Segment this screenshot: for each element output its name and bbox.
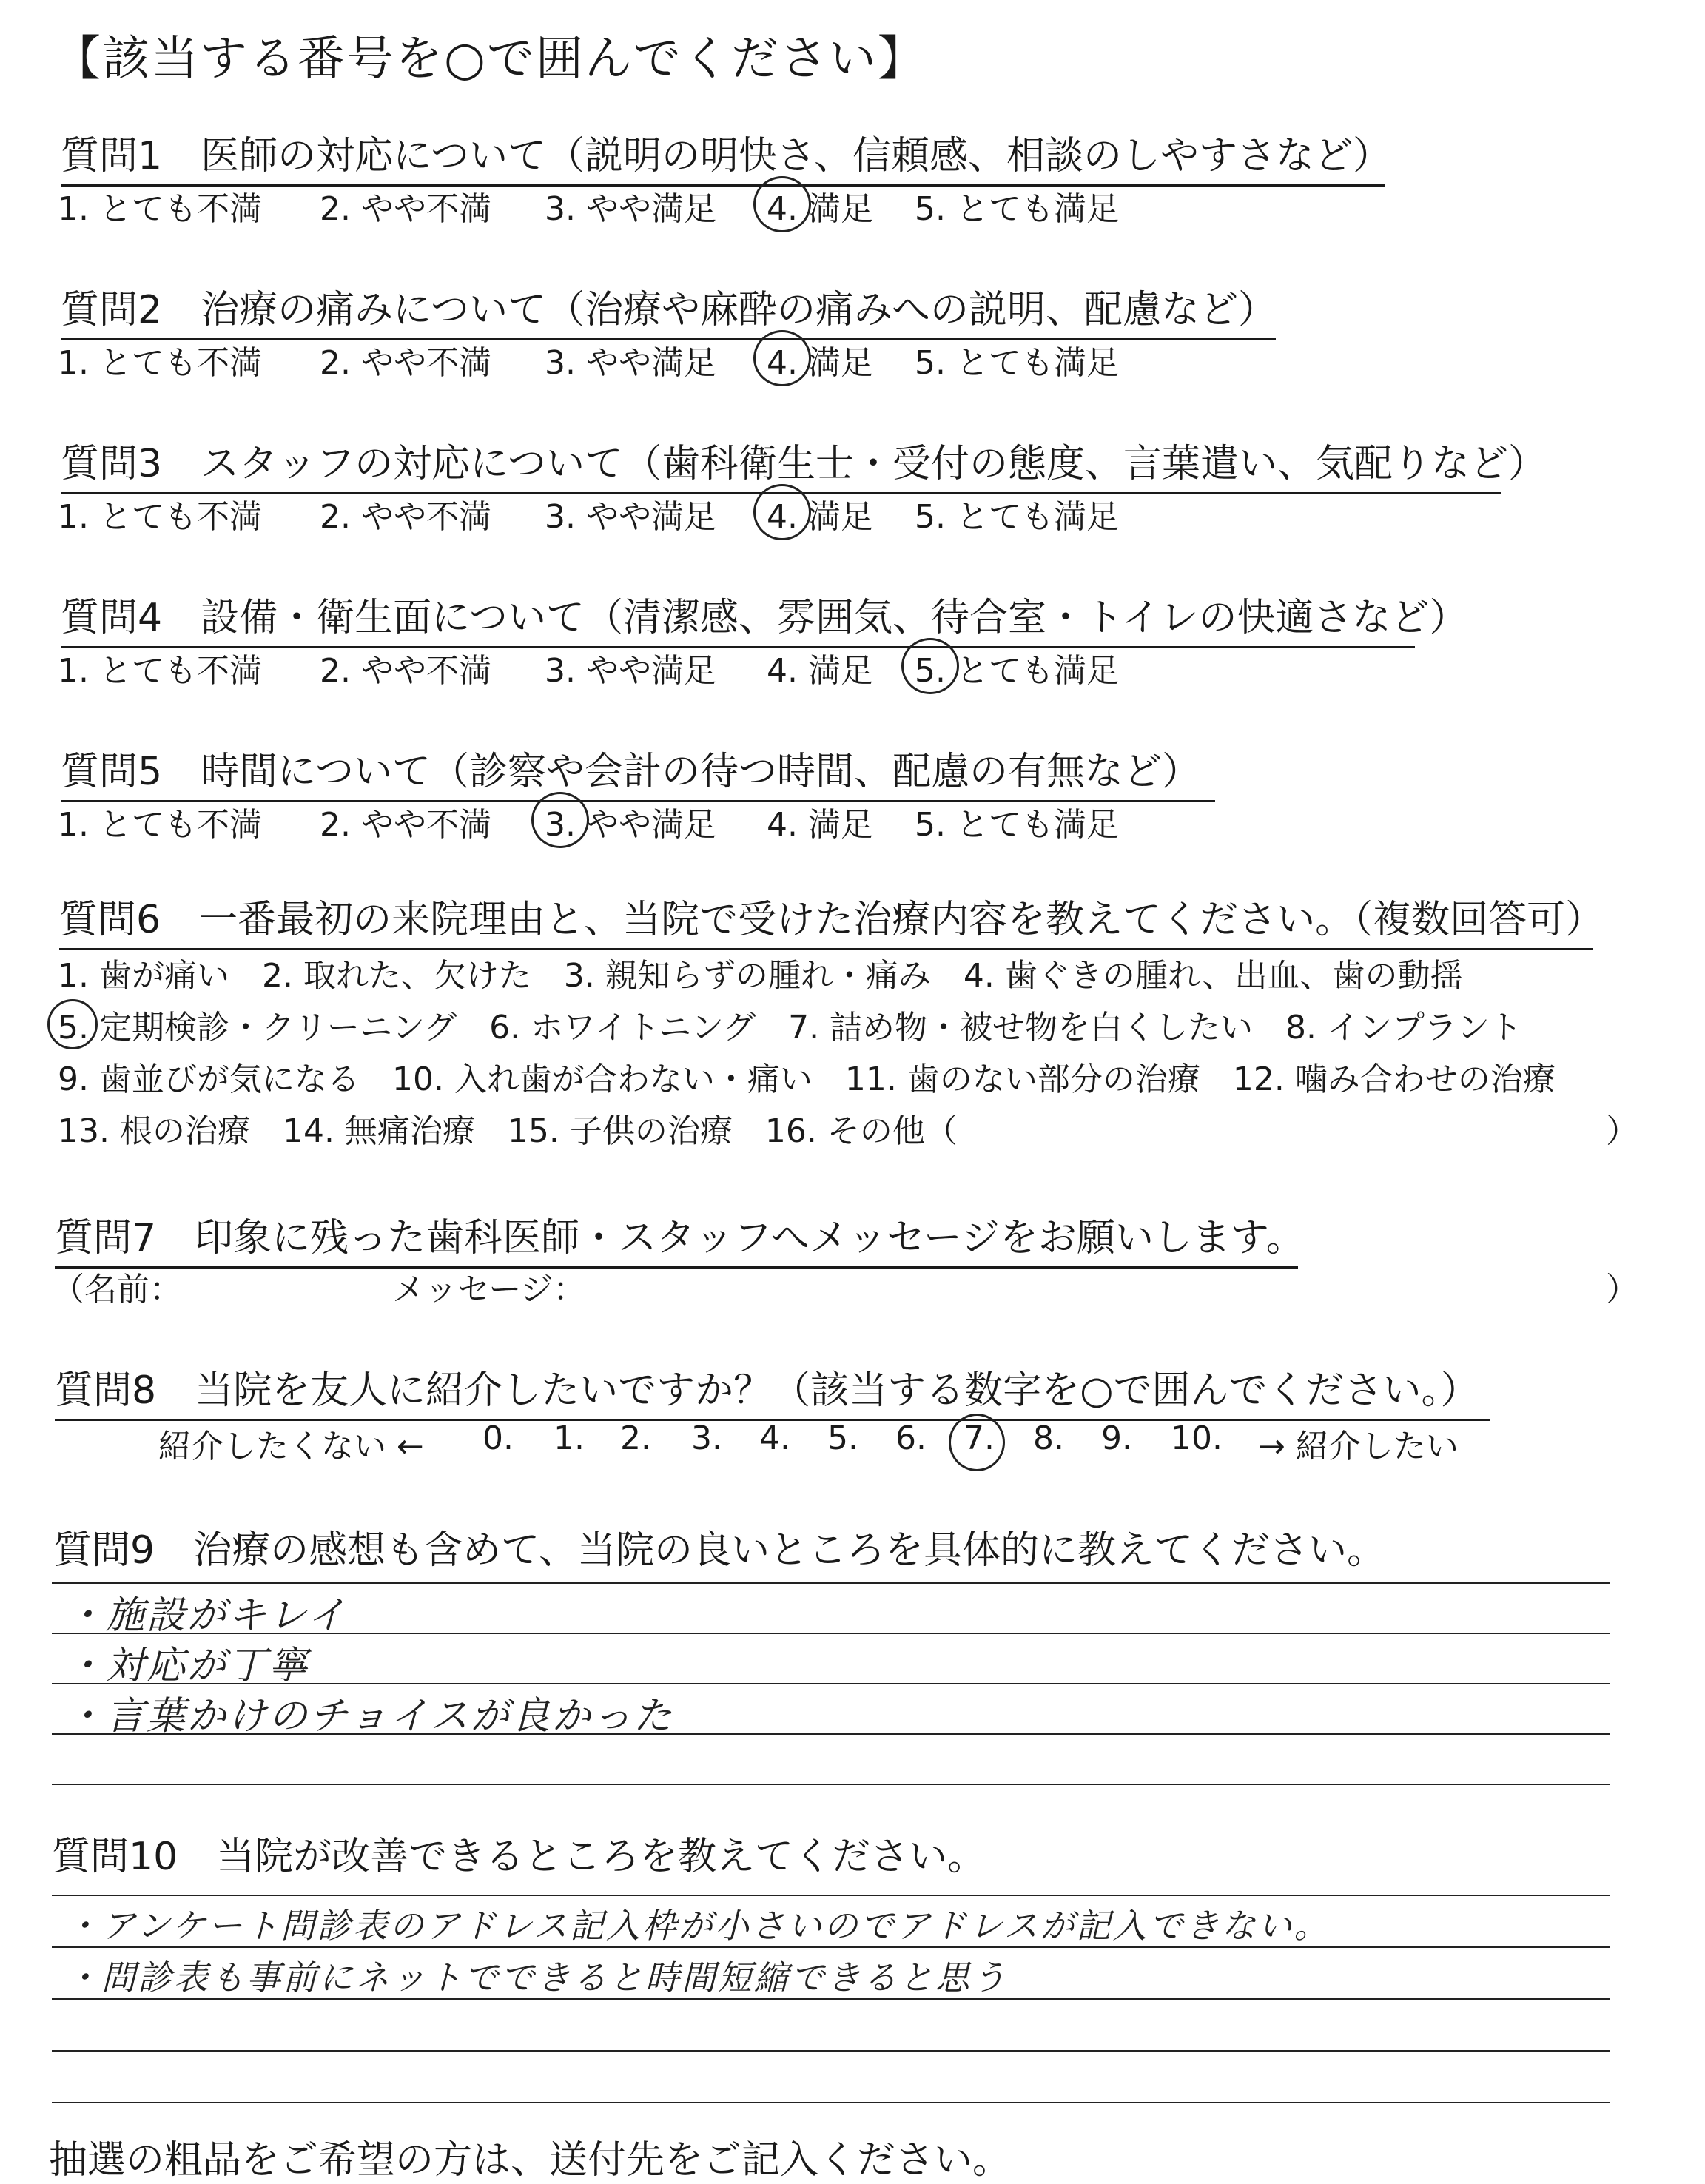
q2-option-1[interactable]: 1. とても不満: [58, 344, 262, 382]
q8-scale-0[interactable]: 0.: [482, 1419, 514, 1457]
footer-note: 抽選の粗品をご希望の方は、送付先をご記入ください。: [49, 2138, 1012, 2183]
q7-title: 質問7 印象に残った歯科医師・スタッフへメッセージをお願いします。: [55, 1206, 1298, 1269]
q8-scale-8[interactable]: 8.: [1033, 1419, 1064, 1457]
q5-option-5[interactable]: 5. とても満足: [915, 806, 1119, 844]
q9-answer-1: ・施設がキレイ: [65, 1593, 348, 1638]
q3-selected-circle: [753, 484, 811, 540]
q3-option-5[interactable]: 5. とても満足: [915, 498, 1119, 536]
q7-close-paren: ）: [1606, 1271, 1638, 1308]
q7-message-label: メッセージ：: [392, 1271, 586, 1308]
q9-answer-2: ・対応が丁寧: [65, 1644, 310, 1688]
q10-answer-2: ・問診表も事前にネットでできると時間短縮できると思う: [65, 1958, 1008, 1997]
q8-scale-5[interactable]: 5.: [827, 1419, 858, 1457]
q4-option-4[interactable]: 4. 満足: [767, 652, 873, 690]
q5-option-1[interactable]: 1. とても不満: [58, 806, 262, 844]
q9-answer-3: ・言葉かけのチョイスが良かった: [65, 1694, 674, 1738]
q6-row-2: 5. 定期検診・クリーニング 6. ホワイトニング 7. 詰め物・被せ物を白くしたい 8. インプラント: [58, 1009, 1523, 1046]
q3-option-3[interactable]: 3. やや満足: [545, 498, 716, 536]
q10-title: 質問10 当院が改善できるところを教えてください。: [52, 1835, 986, 1879]
q6-title: 質問6 一番最初の来院理由と、当院で受けた治療内容を教えてください。（複数回答可）: [59, 888, 1593, 950]
q2-option-2[interactable]: 2. やや不満: [320, 344, 491, 382]
q9-line-5: [52, 1784, 1610, 1785]
q6-row-1: 1. 歯が痛い 2. 取れた、欠けた 3. 親知らずの腫れ・痛み 4. 歯ぐきの腫れ、出血、歯の動揺: [58, 957, 1463, 995]
q6-selected-circle: [47, 999, 98, 1049]
q10-line-4: [52, 2050, 1610, 2052]
q2-option-4[interactable]: 4. 満足: [767, 344, 873, 382]
q4-option-2[interactable]: 2. やや不満: [320, 652, 491, 690]
q10-line-5: [52, 2102, 1610, 2103]
q4-option-3[interactable]: 3. やや満足: [545, 652, 716, 690]
q8-right-label: → 紹介したい: [1258, 1428, 1459, 1465]
q3-option-2[interactable]: 2. やや不満: [320, 498, 491, 536]
q8-scale-1[interactable]: 1.: [554, 1419, 585, 1457]
q8-scale-10[interactable]: 10.: [1171, 1419, 1223, 1457]
q8-scale-3[interactable]: 3.: [691, 1419, 722, 1457]
q4-selected-circle: [901, 638, 959, 694]
q1-option-1[interactable]: 1. とても不満: [58, 190, 262, 228]
q2-option-3[interactable]: 3. やや満足: [545, 344, 716, 382]
q3-option-1[interactable]: 1. とても不満: [58, 498, 262, 536]
q6-row-3: 9. 歯並びが気になる 10. 入れ歯が合わない・痛い 11. 歯のない部分の治療 12. 噛み合わせの治療: [58, 1061, 1556, 1098]
q9-title: 質問9 治療の感想も含めて、当院の良いところを具体的に教えてください。: [53, 1528, 1386, 1573]
q2-option-5[interactable]: 5. とても満足: [915, 344, 1119, 382]
q6-row-4: 13. 根の治療 14. 無痛治療 15. 子供の治療 16. その他（: [58, 1112, 958, 1150]
q8-scale-6[interactable]: 6.: [895, 1419, 927, 1457]
q4-option-1[interactable]: 1. とても不満: [58, 652, 262, 690]
q5-option-2[interactable]: 2. やや不満: [320, 806, 491, 844]
q10-line-1: [52, 1895, 1610, 1896]
q5-selected-circle: [531, 792, 589, 848]
q8-title: 質問8 当院を友人に紹介したいですか？（該当する数字を○で囲んでください。）: [55, 1359, 1490, 1421]
q1-selected-circle: [753, 176, 811, 232]
q8-scale-9[interactable]: 9.: [1101, 1419, 1132, 1457]
q7-name-label: （名前：: [52, 1271, 182, 1308]
q1-option-4[interactable]: 4. 満足: [767, 190, 873, 228]
q5-title: 質問5 時間について（診察や会計の待つ時間、配慮の有無など）: [61, 740, 1215, 802]
q2-title: 質問2 治療の痛みについて（治療や麻酔の痛みへの説明、配慮など）: [61, 278, 1276, 340]
q3-title: 質問3 スタッフの対応について（歯科衛生士・受付の態度、言葉遣い、気配りなど）: [61, 432, 1501, 494]
q8-scale-4[interactable]: 4.: [759, 1419, 790, 1457]
q1-option-3[interactable]: 3. やや満足: [545, 190, 716, 228]
q4-option-5[interactable]: 5. とても満足: [915, 652, 1119, 690]
q8-left-label: 紹介したくない ←: [158, 1428, 424, 1465]
q6-close-paren: ）: [1606, 1112, 1638, 1150]
q1-option-2[interactable]: 2. やや不満: [320, 190, 491, 228]
q2-selected-circle: [753, 330, 811, 386]
q4-title: 質問4 設備・衛生面について（清潔感、雰囲気、待合室・トイレの快適さなど）: [61, 586, 1415, 648]
form-header: 【該当する番号を○で囲んでください】: [53, 32, 927, 87]
q1-option-5[interactable]: 5. とても満足: [915, 190, 1119, 228]
q1-title: 質問1 医師の対応について（説明の明快さ、信頼感、相談のしやすさなど）: [61, 124, 1385, 187]
q8-selected-circle: [949, 1414, 1005, 1471]
q8-scale-2[interactable]: 2.: [620, 1419, 651, 1457]
q5-option-4[interactable]: 4. 満足: [767, 806, 873, 844]
q10-answer-1: ・アンケート問診表のアドレス記入枠が小さいのでアドレスが記入できない。: [65, 1906, 1331, 1946]
q3-option-4[interactable]: 4. 満足: [767, 498, 873, 536]
q8-scale-7[interactable]: 7.: [964, 1419, 995, 1457]
q5-option-3[interactable]: 3. やや満足: [545, 806, 716, 844]
